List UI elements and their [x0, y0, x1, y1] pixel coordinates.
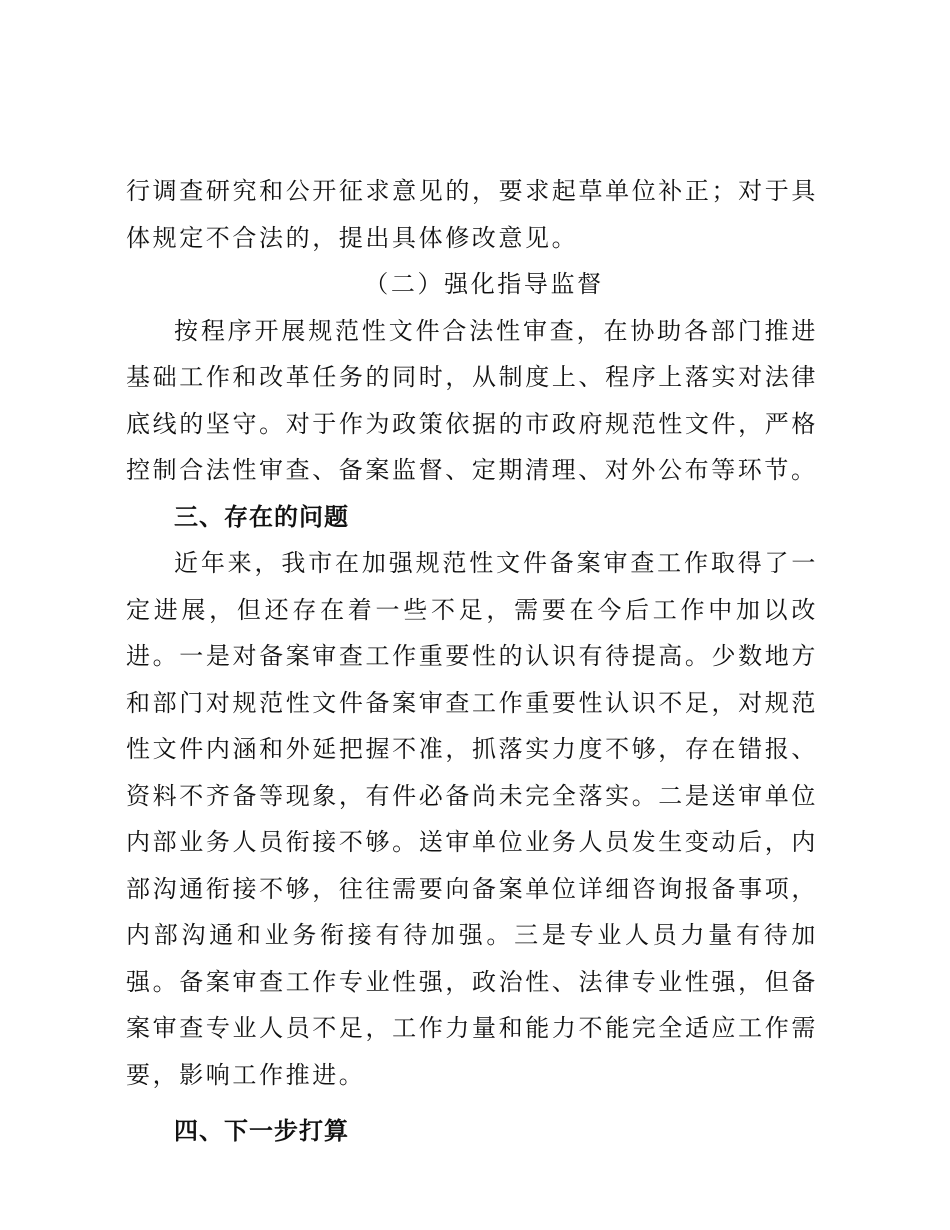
- paragraph-problems: 近年来，我市在加强规范性文件备案审查工作取得了一定进展，但还存在着一些不足，需要在今后工作中加以改进。一是对备案审查工作重要性的认识有待提高。少数地方和部门对规范性文件备案审查工作重要性认识不足，对规范性文件内涵和外延把握不准，抓落实力度不够，存在错报、资料不齐备等现象，有件必备尚未完全落实。二是送审单位内部业务人员衔接不够。送审单位业务人员发生变动后，内部沟通衔接不够，往往需要向备案单位详细咨询报备事项，内部沟通和业务衔接有待加强。三是专业人员力量有待加强。备案审查工作专业性强，政治性、法律专业性强，但备案审查专业人员不足，工作力量和能力不能完全适应工作需要，影响工作推进。: [126, 549, 818, 1089]
- heading-next-steps: 四、下一步打算: [174, 1117, 349, 1145]
- document-body: [126, 168, 818, 1155]
- heading-existing-problems: 三、存在的问题: [174, 502, 349, 531]
- paragraph-supervision: 按程序开展规范性文件合法性审查，在协助各部门推进基础工作和改革任务的同时，从制度上、程序上落实对法律底线的坚守。对于作为政策依据的市政府规范性文件，严格控制合法性审查、备案监督、定期清理、对外公布等环节。: [126, 316, 818, 484]
- continuation-paragraph: 行调查研究和公开征求意见的，要求起草单位补正；对于具体规定不合法的，提出具体修改意见。: [126, 177, 818, 252]
- subheading-strengthen-supervision: （二）强化指导监督: [364, 270, 604, 298]
